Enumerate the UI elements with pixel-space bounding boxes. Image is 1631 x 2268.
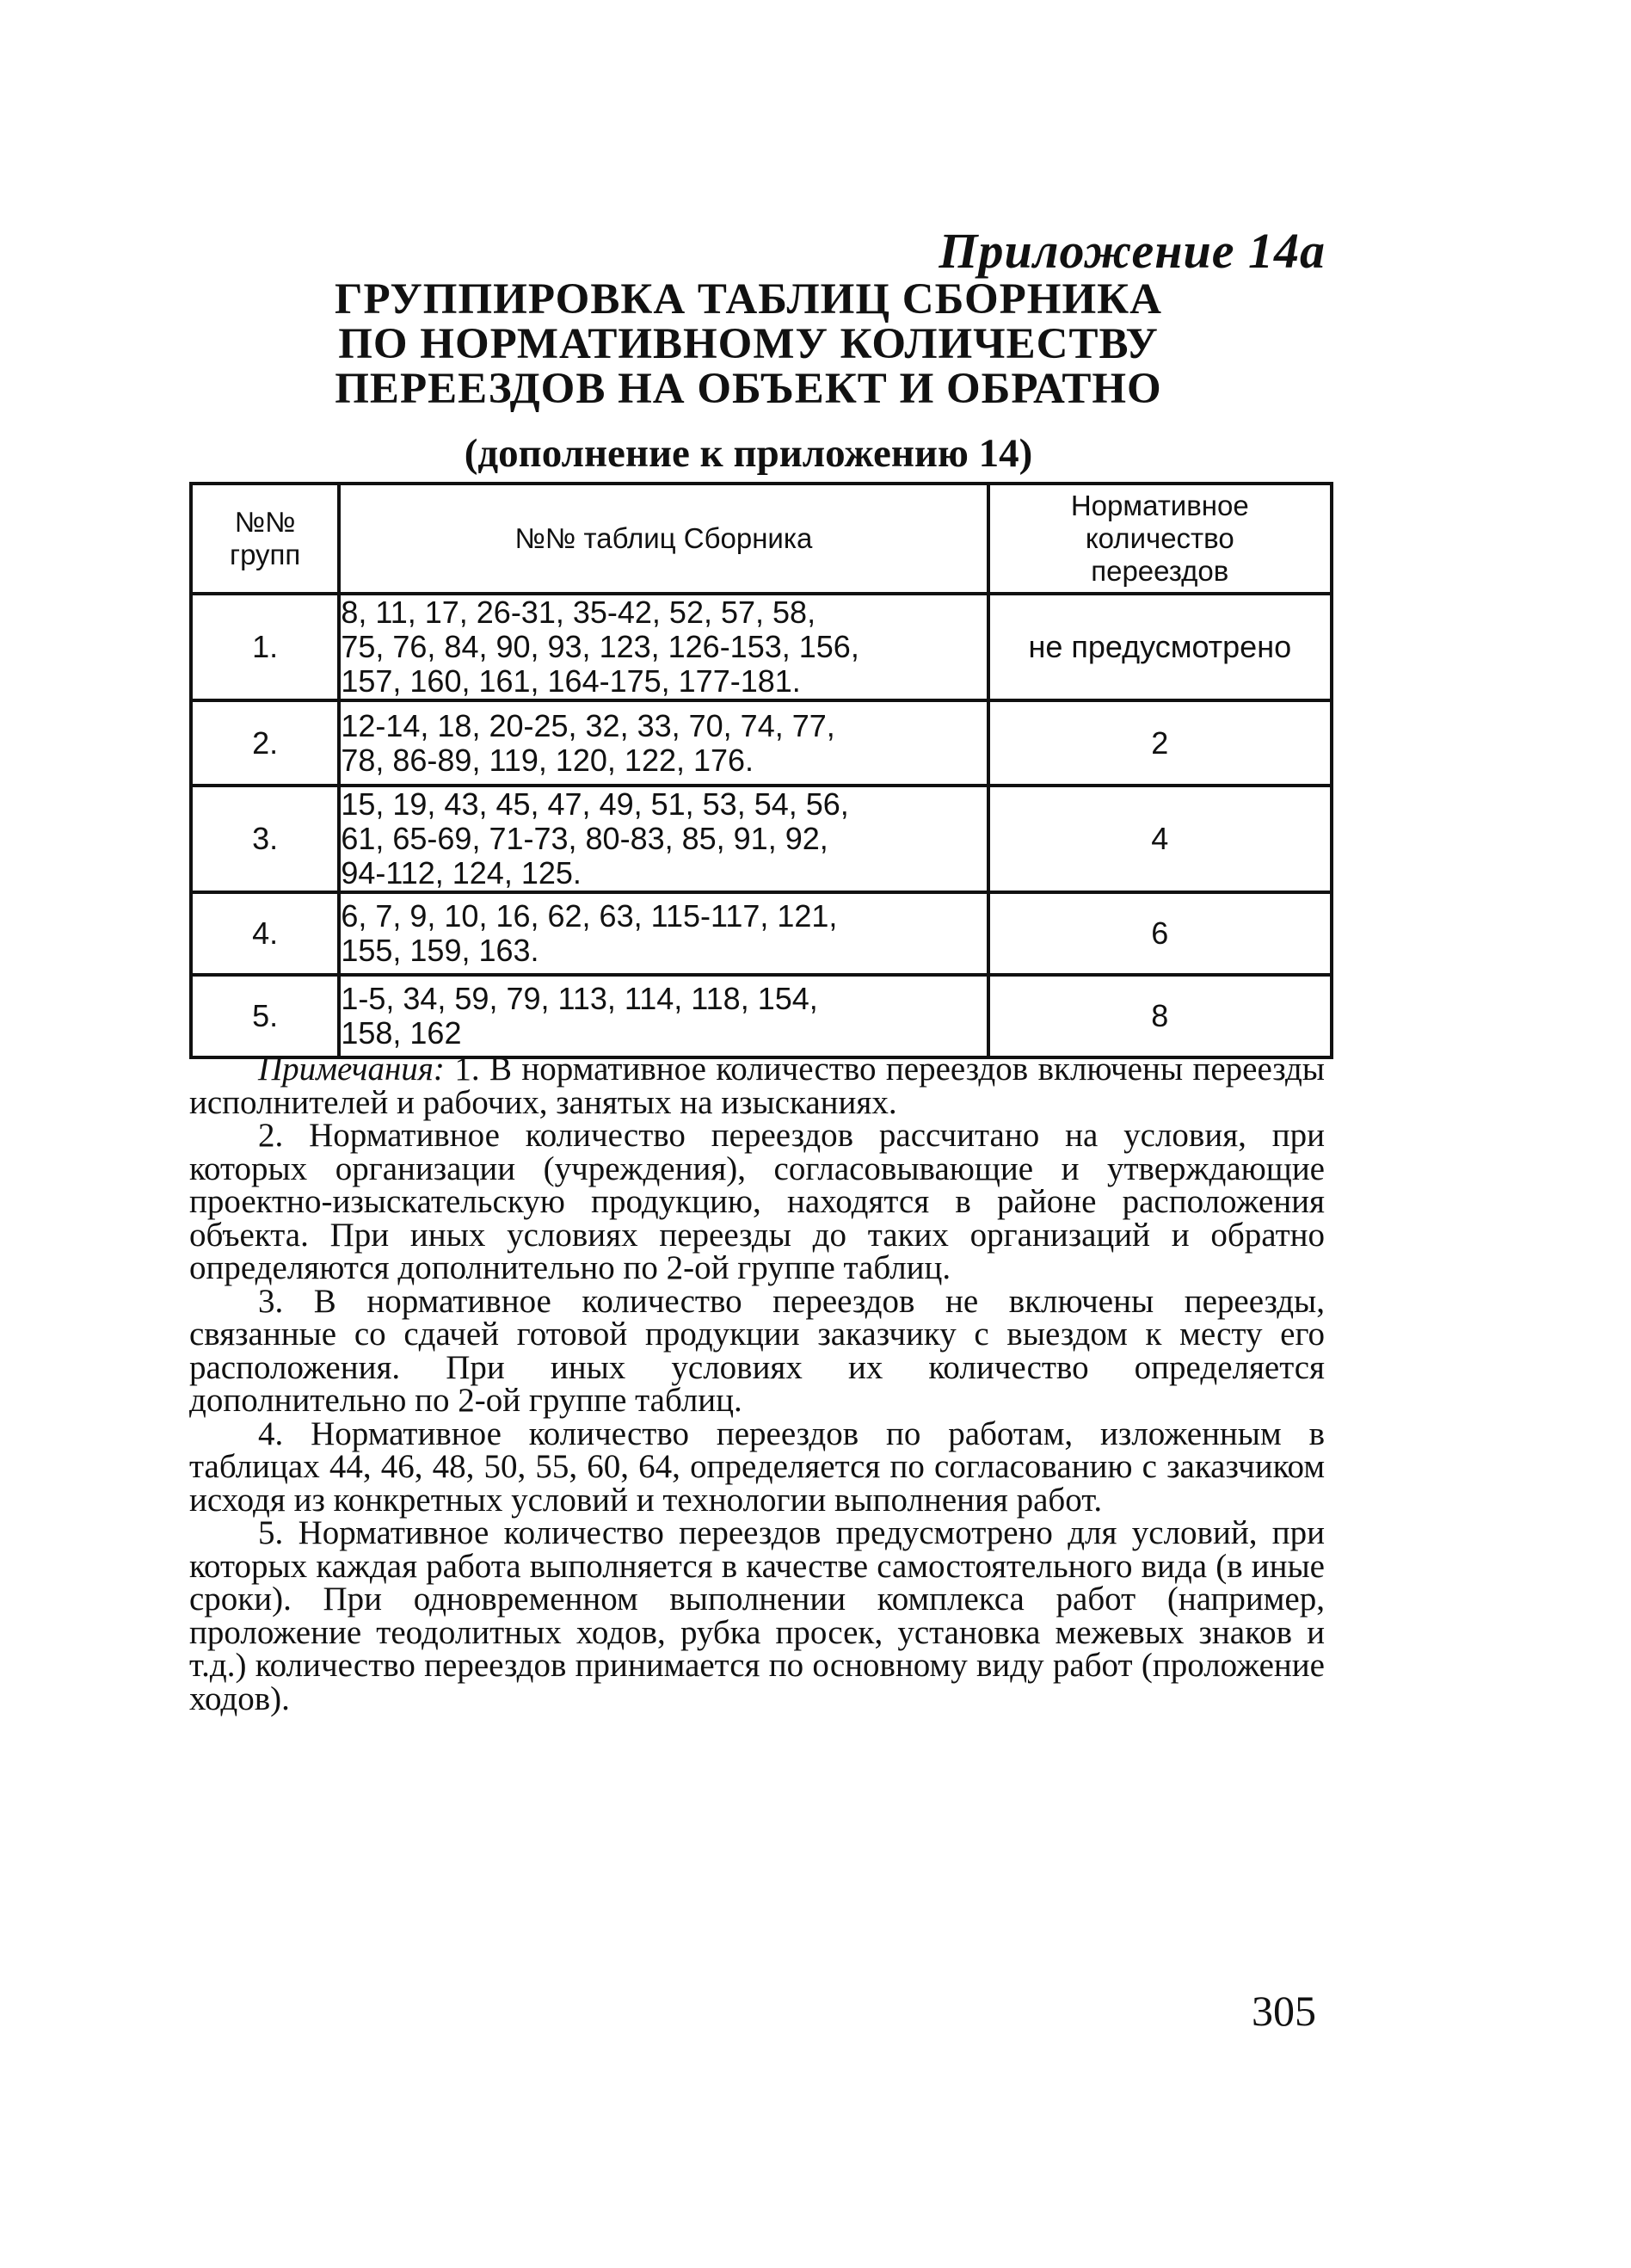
title-subtitle: (дополнение к приложению 14) (464, 431, 1033, 476)
table-list-cell (339, 975, 988, 1057)
note-3: 3. В нормативное количество переездов не включены переезды, связанные со сдачей готовой продукции заказчику с выездом к месту его расположения. При иных условиях их количество определяется дополнительно по 2-ой группе таблиц. (189, 1282, 1325, 1419)
table-list-line: 15, 19, 43, 45, 47, 49, 51, 53, 54, 56, (341, 786, 849, 822)
table-list-cell (339, 786, 988, 892)
group-number-cell: 4. (191, 892, 339, 975)
quantity-cell: 8 (988, 975, 1332, 1057)
notes-label: Примечания: (258, 1051, 445, 1088)
table-list-line: 75, 76, 84, 90, 93, 123, 126-153, 156, (341, 629, 859, 664)
group-number-cell: 1. (191, 594, 339, 700)
table-row (191, 700, 1332, 786)
table-list-cell (339, 594, 988, 700)
appendix-label: Приложение 14а (939, 223, 1326, 279)
note-4: 4. Нормативное количество переездов по работам, изложенным в таблицах 44, 46, 48, 50, 55, 60, 64, определяется по согласованию с заказчиком исходя из конкретных условий и технологии выполнения работ. (189, 1414, 1325, 1519)
table-list-line: 12-14, 18, 20-25, 32, 33, 70, 74, 77, (341, 707, 835, 743)
table-list-cell (339, 700, 988, 786)
header-group-line-2: групп (230, 539, 301, 570)
page-number: 305 (1252, 1987, 1316, 2035)
table-header-row (191, 484, 1332, 594)
table-row (191, 594, 1332, 700)
table-row (191, 975, 1332, 1057)
title-line-2: ПО НОРМАТИВНОМУ КОЛИЧЕСТВУ (338, 320, 1159, 368)
header-group-line-1: №№ (234, 506, 296, 538)
table-list-line: 78, 86-89, 119, 120, 122, 176. (341, 742, 754, 778)
header-tables: №№ таблиц Сборника (339, 484, 988, 594)
quantity-cell: 2 (988, 700, 1332, 786)
note-5: 5. Нормативное количество переездов предусмотрено для условий, при которых каждая работа выполняется в качестве самостоятельного вида (в иные сроки). При одновременном выполнении комплекса работ (например, проложение теодолитных ходов, рубка просек, установка межевых знаков и т.д.) количество переездов принимается по основному виду работ (проложение ходов). (189, 1514, 1325, 1717)
table-list-line: 155, 159, 163. (341, 933, 539, 968)
table-list-line: 158, 162 (341, 1015, 462, 1051)
group-number-cell: 2. (191, 700, 339, 786)
title-line-3: ПЕРЕЕЗДОВ НА ОБЪЕКТ И ОБРАТНО (335, 365, 1162, 413)
note-2: 2. Нормативное количество переездов рассчитано на условия, при которых организации (учреждения), согласовывающие и утверждающие проектно-изыскательскую продукцию, находятся в районе расположения объекта. При иных условиях переезды до таких организаций и обратно определяются дополнительно по 2-ой группе таблиц. (189, 1117, 1325, 1286)
notes-section (189, 1053, 1325, 1716)
table-list-cell (339, 892, 988, 975)
note-1 (189, 1053, 1325, 1119)
quantity-cell: 4 (988, 786, 1332, 892)
note-1-text: 1. В нормативное количество переездов включены переезды исполнителей и рабочих, занятых на изысканиях. (189, 1051, 1325, 1121)
header-qty-line-3: переездов (1091, 555, 1229, 587)
header-group-number (191, 484, 339, 594)
document-title (258, 277, 1239, 477)
table-list-line: 1-5, 34, 59, 79, 113, 114, 118, 154, (341, 981, 818, 1016)
table-row (191, 786, 1332, 892)
header-normative-quantity (988, 484, 1332, 594)
groups-table (189, 482, 1333, 1059)
header-qty-line-2: количество (1085, 522, 1234, 554)
table-list-line: 6, 7, 9, 10, 16, 62, 63, 115-117, 121, (341, 898, 838, 934)
group-number-cell: 3. (191, 786, 339, 892)
title-line-1: ГРУППИРОВКА ТАБЛИЦ СБОРНИКА (335, 275, 1162, 324)
quantity-cell: не предусмотрено (988, 594, 1332, 700)
table-list-line: 94-112, 124, 125. (341, 855, 582, 891)
table-list-line: 8, 11, 17, 26-31, 35-42, 52, 57, 58, (341, 595, 816, 630)
table-list-line: 157, 160, 161, 164-175, 177-181. (341, 663, 801, 699)
table-list-line: 61, 65-69, 71-73, 80-83, 85, 91, 92, (341, 821, 828, 856)
group-number-cell: 5. (191, 975, 339, 1057)
table-row (191, 892, 1332, 975)
quantity-cell: 6 (988, 892, 1332, 975)
header-qty-line-1: Нормативное (1070, 490, 1249, 521)
